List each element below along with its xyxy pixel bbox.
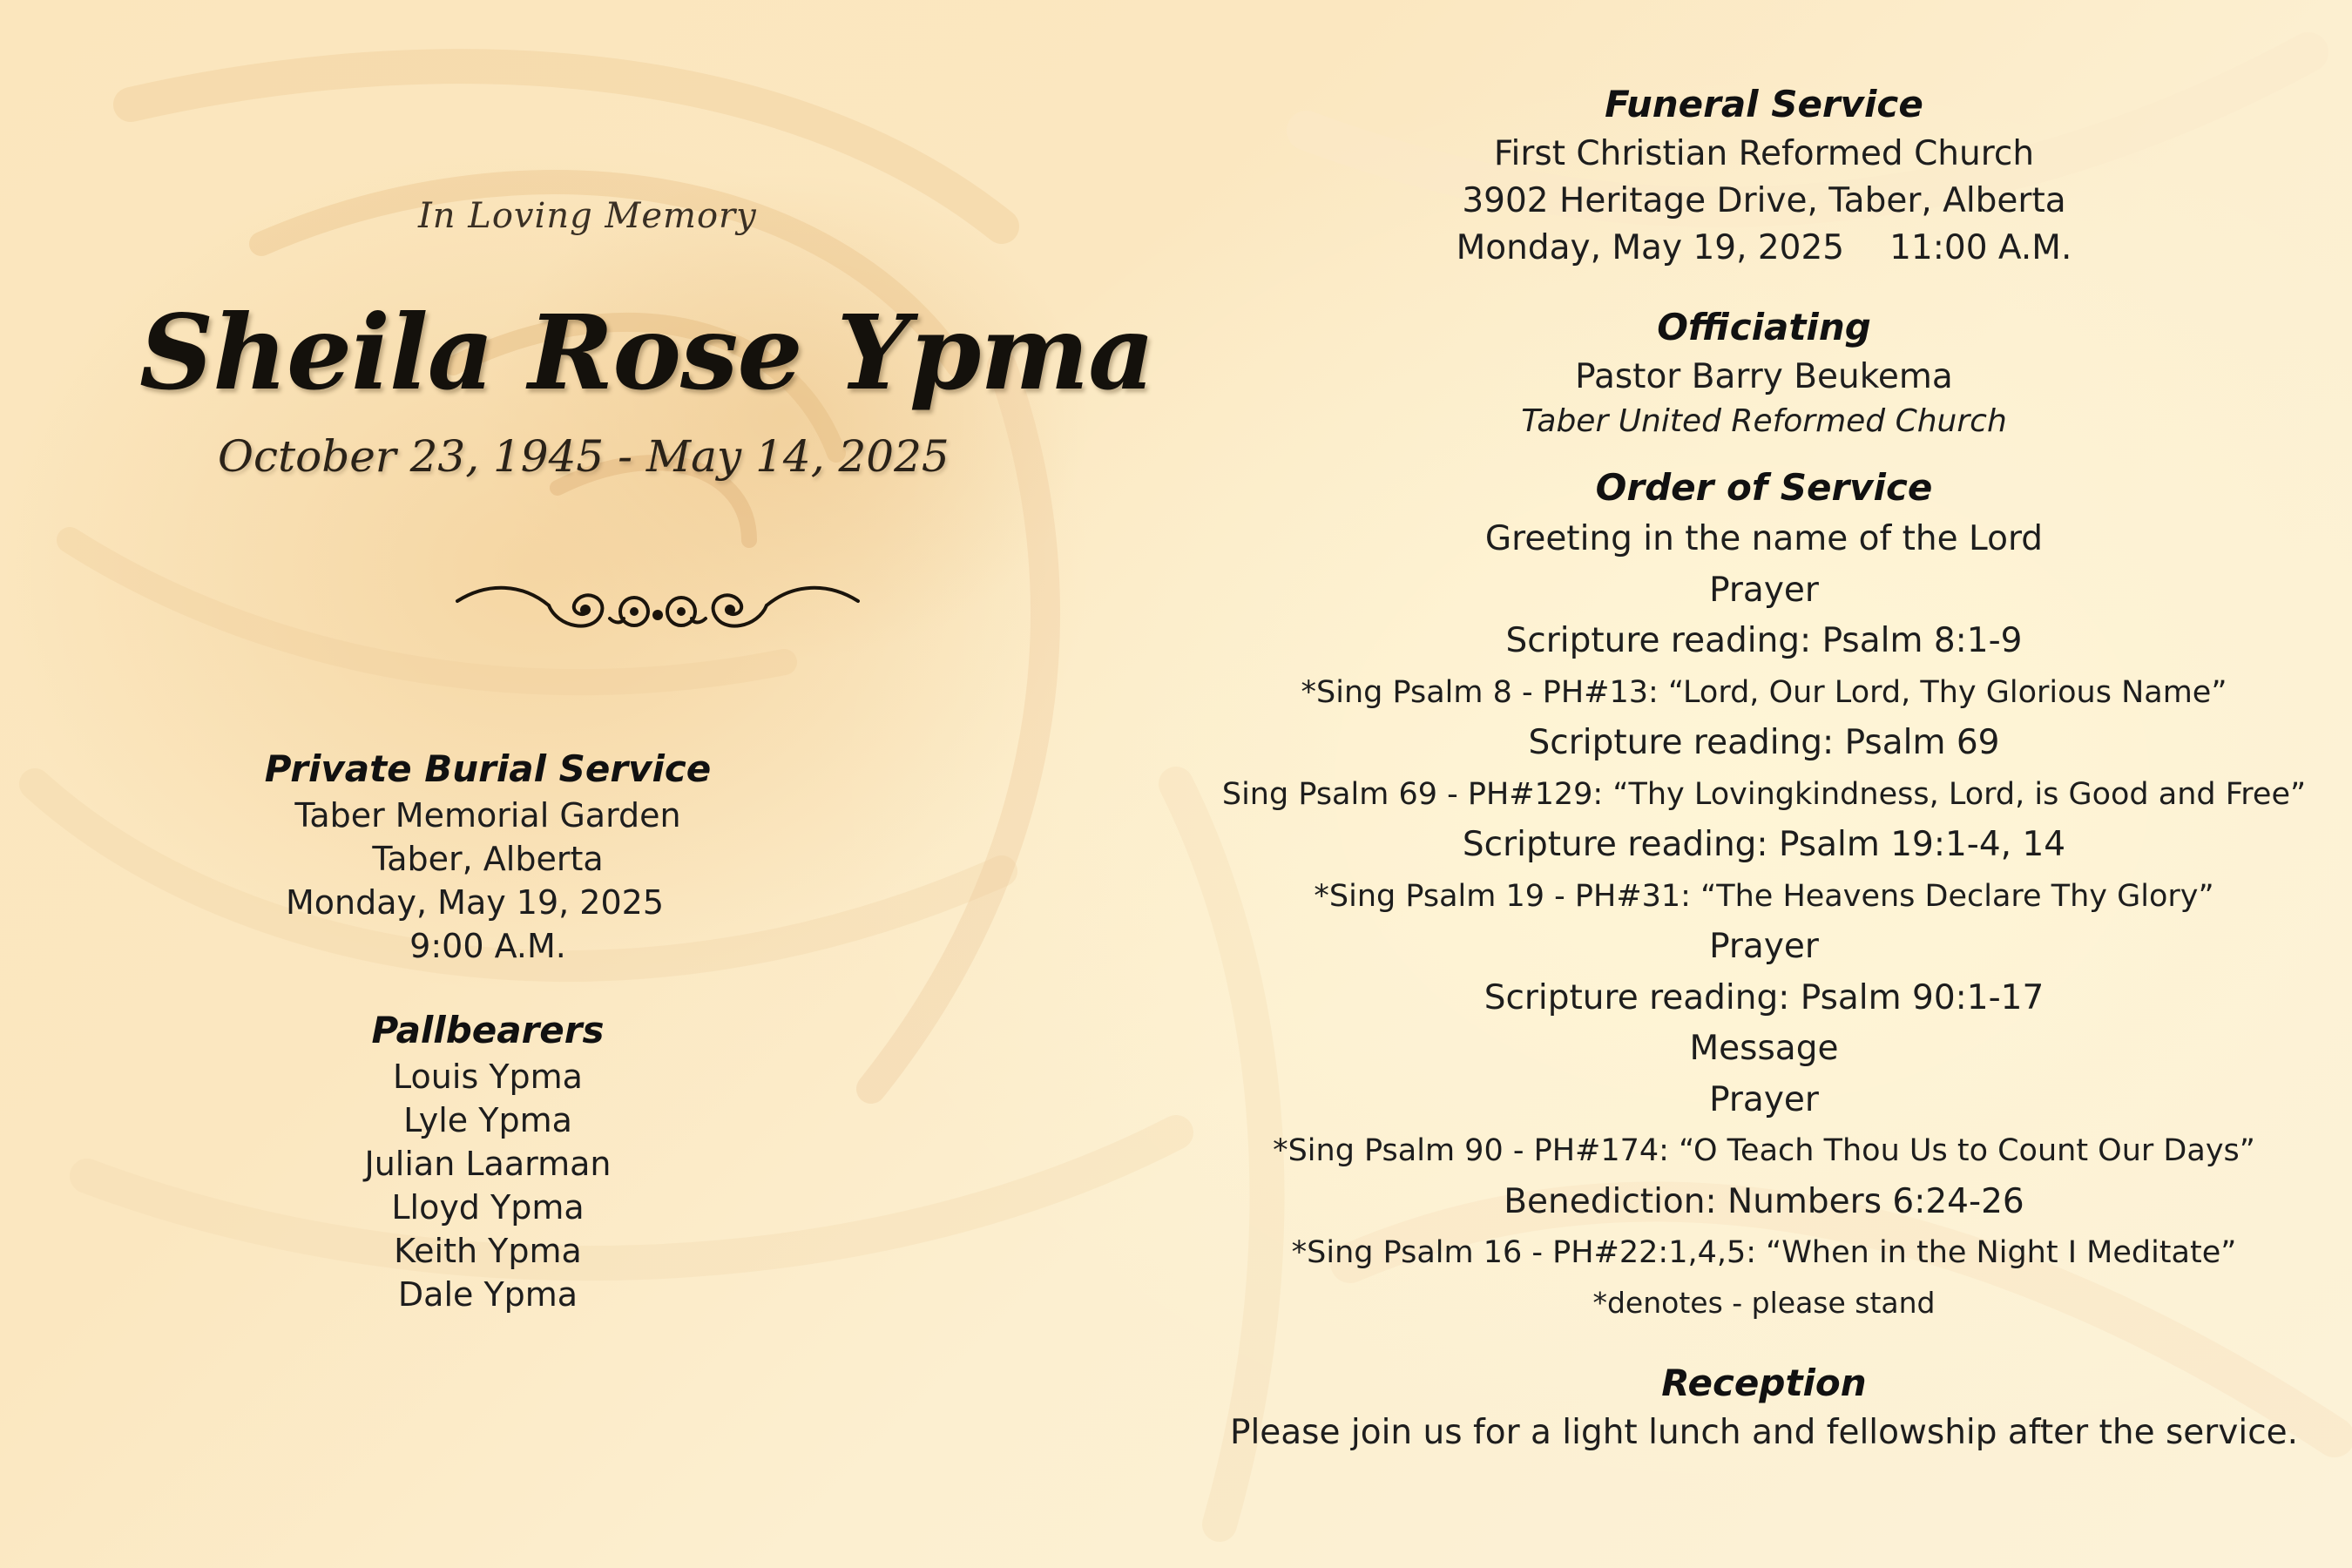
reception-heading: Reception (1661, 1361, 1867, 1404)
list-item: Greeting in the name of the Lord (1484, 519, 2044, 558)
burial-location: Taber Memorial Garden (294, 796, 681, 835)
funeral-heading: Funeral Service (1605, 83, 1923, 125)
order-of-service-list (1202, 514, 2326, 1279)
pallbearer-name: Julian Laarman (364, 1145, 612, 1183)
list-item: Scripture reading: Psalm 19:1-4, 14 (1462, 825, 2066, 864)
list-item: Sing Psalm 69 - PH#129: “Thy Lovingkindness, Lord, is Good and Free” (1221, 776, 2307, 812)
burial-time: 9:00 A.M. (409, 927, 566, 965)
right-panel (1202, 78, 2326, 1456)
pallbearer-name: Lyle Ypma (403, 1101, 572, 1139)
pallbearer-name: Dale Ypma (397, 1275, 578, 1314)
flourish-ornament-icon (453, 566, 862, 649)
life-dates: October 23, 1945 - May 14, 2025 (218, 431, 950, 482)
pallbearer-name: Keith Ypma (394, 1232, 582, 1270)
list-item: Message (1689, 1029, 1839, 1068)
list-item: Scripture reading: Psalm 69 (1528, 723, 2000, 762)
order-of-service-heading: Order of Service (1595, 466, 1933, 509)
pallbearers-section (331, 1006, 645, 1316)
list-item: *Sing Psalm 90 - PH#174: “O Teach Thou Us to Count Our Days” (1273, 1133, 2255, 1168)
list-item: *Sing Psalm 16 - PH#22:1,4,5: “When in the Night I Meditate” (1291, 1235, 2237, 1270)
pallbearer-name: Lloyd Ypma (391, 1188, 585, 1227)
pallbearers-heading: Pallbearers (371, 1009, 605, 1051)
burial-date: Monday, May 19, 2025 (285, 883, 665, 922)
deceased-name: Sheila Rose Ypma (139, 292, 1154, 413)
list-item: Prayer (1709, 1079, 1819, 1119)
stand-note: *denotes - please stand (1592, 1285, 1936, 1320)
in-loving-memory: In Loving Memory (418, 196, 757, 236)
pallbearer-name: Louis Ypma (393, 1058, 583, 1096)
list-item: *Sing Psalm 19 - PH#31: “The Heavens Declare Thy Glory” (1314, 878, 2214, 914)
private-burial-section (244, 745, 732, 968)
funeral-date: Monday, May 19, 2025 (1456, 228, 1845, 267)
burial-city: Taber, Alberta (372, 840, 604, 878)
funeral-datetime (1202, 225, 2326, 272)
funeral-church: First Christian Reformed Church (1493, 134, 2035, 173)
officiating-church: Taber United Reformed Church (1521, 403, 2007, 439)
funeral-address: 3902 Heritage Drive, Taber, Alberta (1462, 181, 2066, 220)
left-panel (70, 0, 1154, 1568)
list-item: Benediction: Numbers 6:24-26 (1504, 1181, 2024, 1221)
officiating-heading: Officiating (1657, 306, 1871, 348)
reception-text: Please join us for a light lunch and fellowship after the service. (1229, 1412, 2299, 1452)
list-item: Scripture reading: Psalm 90:1-17 (1484, 977, 2044, 1017)
list-item: Prayer (1709, 570, 1819, 610)
list-item: *Sing Psalm 8 - PH#13: “Lord, Our Lord, Thy Glorious Name” (1301, 674, 2227, 710)
funeral-time: 11:00 A.M. (1889, 228, 2072, 267)
burial-heading: Private Burial Service (264, 747, 712, 790)
list-item: Scripture reading: Psalm 8:1-9 (1505, 621, 2023, 660)
officiating-pastor: Pastor Barry Beukema (1575, 357, 1953, 396)
list-item: Prayer (1709, 927, 1819, 966)
